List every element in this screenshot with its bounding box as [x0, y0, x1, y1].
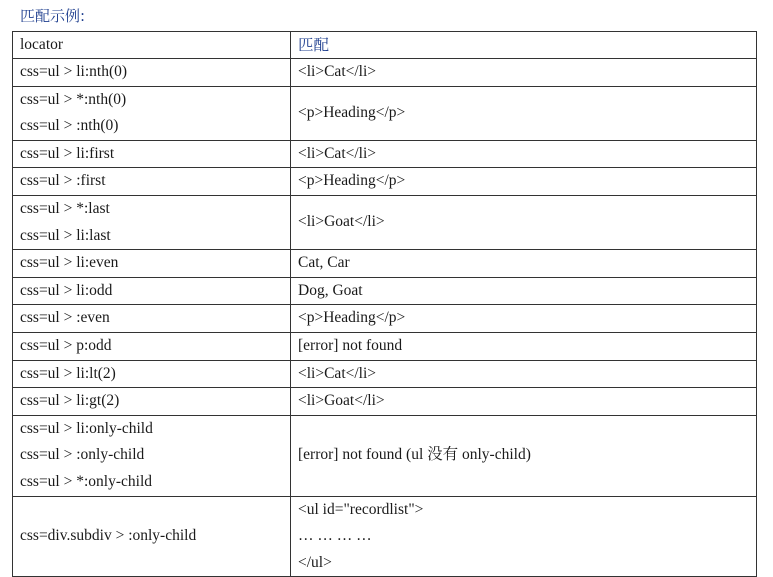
- match-cell: [291, 250, 757, 278]
- locator-cell: [13, 332, 291, 360]
- locator-line: css=ul > li:gt(2): [20, 392, 120, 410]
- match-line: Dog, Goat: [298, 281, 363, 299]
- match-line: [error] not found: [298, 336, 403, 354]
- locator-line: css=ul > *:last: [20, 199, 110, 217]
- match-cell: [291, 168, 757, 196]
- table-row: [13, 250, 757, 278]
- table-row: [13, 140, 757, 168]
- match-line: … … … …: [298, 527, 372, 545]
- match-line: <p>Heading</p>: [298, 103, 406, 121]
- match-cell: [291, 140, 757, 168]
- locator-line: css=ul > :first: [20, 172, 106, 190]
- match-cell: [291, 195, 757, 249]
- locator-line: css=ul > li:first: [20, 144, 115, 162]
- locator-line: css=ul > li:even: [20, 254, 119, 272]
- table-caption: 匹配示例:: [20, 7, 86, 25]
- locator-cell: [13, 195, 291, 249]
- match-line: [error] not found (ul 没有 only-child): [298, 446, 531, 464]
- table-row: [13, 305, 757, 333]
- table-row: [13, 388, 757, 416]
- locator-line: css=ul > *:nth(0): [20, 90, 127, 108]
- match-cell: [291, 496, 757, 577]
- locator-line: css=ul > :even: [20, 309, 110, 327]
- locator-line: css=ul > p:odd: [20, 336, 112, 354]
- table-row: [13, 168, 757, 196]
- locator-cell: [13, 496, 291, 577]
- match-cell: [291, 388, 757, 416]
- locator-cell: [13, 277, 291, 305]
- match-cell: [291, 415, 757, 496]
- table-row: [13, 332, 757, 360]
- match-line: <li>Cat</li>: [298, 144, 377, 162]
- locator-line: css=ul > li:only-child: [20, 419, 153, 437]
- table-row: [13, 277, 757, 305]
- match-cell: [291, 59, 757, 87]
- match-line: <li>Cat</li>: [298, 63, 377, 80]
- locator-cell: [13, 140, 291, 168]
- header-locator: locator: [13, 32, 291, 59]
- locator-cell: [13, 168, 291, 196]
- table-row: [13, 360, 757, 388]
- match-line: <p>Heading</p>: [298, 309, 406, 327]
- locator-line: css=ul > :only-child: [20, 446, 145, 464]
- table-row: [13, 415, 757, 496]
- header-match: 匹配: [291, 32, 757, 59]
- match-cell: [291, 332, 757, 360]
- match-line: Cat, Car: [298, 254, 350, 272]
- table-row: [13, 86, 757, 140]
- match-cell: [291, 360, 757, 388]
- table-body: [13, 59, 757, 577]
- match-line: <li>Goat</li>: [298, 213, 385, 231]
- locator-cell: [13, 305, 291, 333]
- table-row: [13, 195, 757, 249]
- locator-cell: [13, 86, 291, 140]
- locator-cell: [13, 415, 291, 496]
- locator-line: css=ul > :nth(0): [20, 117, 119, 135]
- locator-line: css=ul > li:lt(2): [20, 364, 116, 382]
- match-line: <ul id="recordlist">: [298, 500, 424, 518]
- locator-line: css=div.subdiv > :only-child: [20, 527, 197, 545]
- match-cell: [291, 277, 757, 305]
- match-line: </ul>: [298, 553, 332, 571]
- locator-line: css=ul > li:nth(0): [20, 63, 128, 80]
- match-line: <p>Heading</p>: [298, 172, 406, 190]
- match-line: <li>Goat</li>: [298, 392, 385, 410]
- match-examples-table: [12, 31, 757, 577]
- locator-line: css=ul > *:only-child: [20, 472, 152, 490]
- locator-line: css=ul > li:odd: [20, 281, 113, 299]
- table-row: [13, 59, 757, 87]
- locator-cell: [13, 388, 291, 416]
- table-row: [13, 496, 757, 577]
- locator-cell: [13, 59, 291, 87]
- table-header-row: [13, 32, 757, 59]
- locator-line: css=ul > li:last: [20, 226, 111, 244]
- match-cell: [291, 86, 757, 140]
- match-line: <li>Cat</li>: [298, 364, 377, 382]
- locator-cell: [13, 250, 291, 278]
- match-cell: [291, 305, 757, 333]
- locator-cell: [13, 360, 291, 388]
